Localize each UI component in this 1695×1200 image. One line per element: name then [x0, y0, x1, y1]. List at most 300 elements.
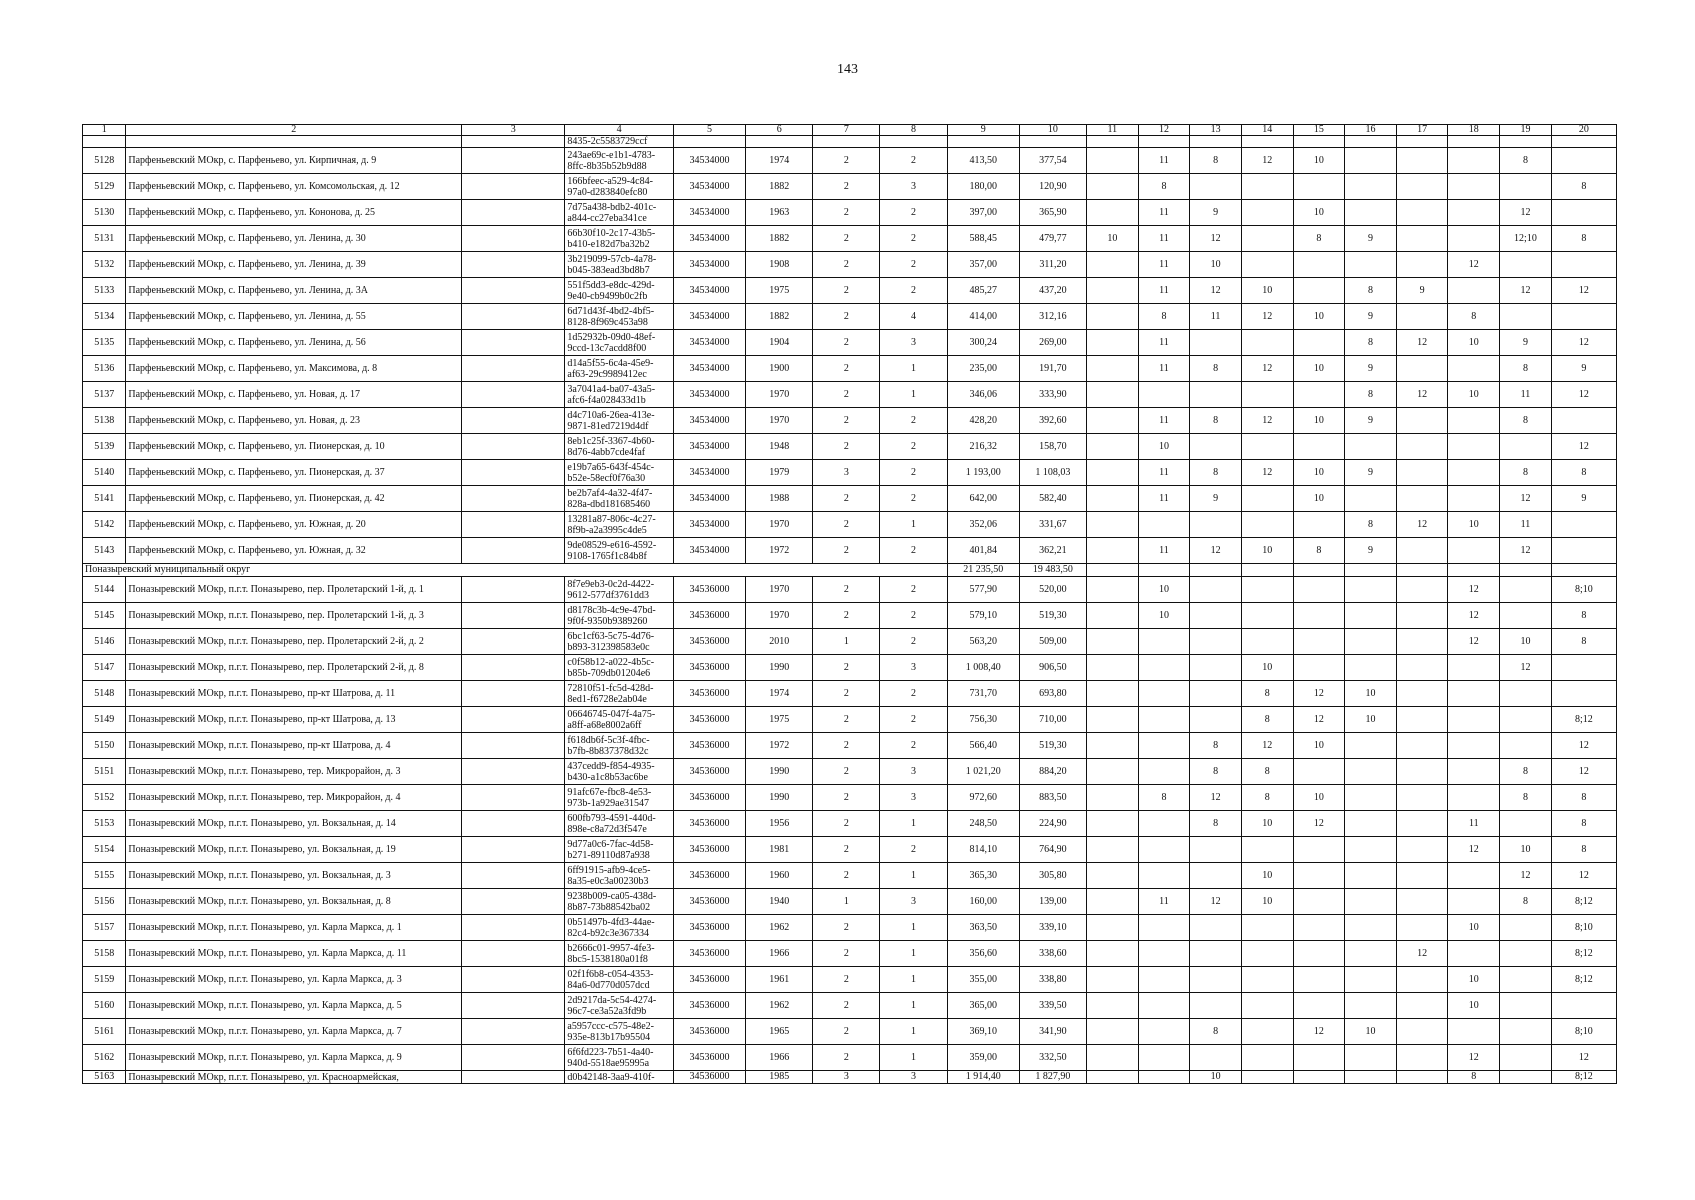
address: Поназыревский МОкр, п.г.т. Поназырево, ул. Вокзальная, д. 3	[126, 863, 462, 889]
table-cell	[1241, 564, 1293, 577]
row-number: 5144	[83, 577, 126, 603]
col-19	[1500, 174, 1552, 200]
table-cell	[1345, 564, 1397, 577]
page-number: 143	[837, 62, 858, 77]
column-header: 8	[880, 125, 947, 136]
oktmo-code: 34536000	[673, 993, 745, 1019]
col-14	[1241, 915, 1293, 941]
build-year: 1974	[746, 681, 813, 707]
oktmo-code: 34534000	[673, 408, 745, 434]
col-18	[1448, 1019, 1500, 1045]
col-16	[1345, 629, 1397, 655]
col-16	[1345, 1071, 1397, 1084]
table-row	[83, 278, 1617, 304]
col-3	[462, 148, 565, 174]
building-uuid: 8f7e9eb3-0c2d-4422-9612-577df3761dd3	[565, 577, 673, 603]
col-16	[1345, 174, 1397, 200]
col-14	[1241, 382, 1293, 408]
col-13	[1190, 382, 1242, 408]
entrances-count: 1	[880, 356, 947, 382]
col-11	[1087, 382, 1139, 408]
oktmo-code: 34534000	[673, 460, 745, 486]
oktmo-code: 34534000	[673, 356, 745, 382]
living-area: 1 108,03	[1019, 460, 1086, 486]
col-12	[1138, 759, 1190, 785]
total-area: 428,20	[947, 408, 1019, 434]
col-20: 12	[1551, 863, 1616, 889]
build-year: 1970	[746, 603, 813, 629]
table-row	[83, 733, 1617, 759]
col-12: 11	[1138, 538, 1190, 564]
col-19: 8	[1500, 785, 1552, 811]
col-16: 8	[1345, 278, 1397, 304]
build-year: 1961	[746, 967, 813, 993]
living-area: 311,20	[1019, 252, 1086, 278]
col-18	[1448, 681, 1500, 707]
col-18: 12	[1448, 629, 1500, 655]
col-17	[1396, 226, 1448, 252]
col-19: 10	[1500, 837, 1552, 863]
col-20	[1551, 148, 1616, 174]
floors-count: 2	[813, 811, 880, 837]
col-20: 9	[1551, 486, 1616, 512]
build-year: 1970	[746, 408, 813, 434]
col-17	[1396, 200, 1448, 226]
entrances-count: 2	[880, 837, 947, 863]
address: Парфеньевский МОкр, с. Парфеньево, ул. Ленина, д. 55	[126, 304, 462, 330]
row-number: 5159	[83, 967, 126, 993]
col-13	[1190, 967, 1242, 993]
col-17: 12	[1396, 512, 1448, 538]
oktmo-code: 34536000	[673, 863, 745, 889]
col-19: 12;10	[1500, 226, 1552, 252]
col-16: 8	[1345, 512, 1397, 538]
col-15	[1293, 330, 1345, 356]
row-number: 5128	[83, 148, 126, 174]
col-11	[1087, 759, 1139, 785]
building-uuid: 6bc1cf63-5c75-4d76-b893-312398583e0c	[565, 629, 673, 655]
col-3	[462, 252, 565, 278]
col-15: 12	[1293, 811, 1345, 837]
col-18: 10	[1448, 512, 1500, 538]
col-18: 11	[1448, 811, 1500, 837]
living-area: 339,10	[1019, 915, 1086, 941]
col-11	[1087, 330, 1139, 356]
entrances-count: 2	[880, 681, 947, 707]
col-11	[1087, 733, 1139, 759]
col-12: 11	[1138, 148, 1190, 174]
table-row	[83, 759, 1617, 785]
build-year: 1882	[746, 174, 813, 200]
row-number: 5154	[83, 837, 126, 863]
total-area: 369,10	[947, 1019, 1019, 1045]
address: Парфеньевский МОкр, с. Парфеньево, ул. Кононова, д. 25	[126, 200, 462, 226]
table-cell	[1551, 564, 1616, 577]
row-number: 5155	[83, 863, 126, 889]
col-19: 8	[1500, 460, 1552, 486]
build-year: 1990	[746, 785, 813, 811]
col-20: 8	[1551, 174, 1616, 200]
build-year: 1965	[746, 1019, 813, 1045]
col-18: 10	[1448, 915, 1500, 941]
column-header: 3	[462, 125, 565, 136]
col-13	[1190, 993, 1242, 1019]
col-18: 12	[1448, 252, 1500, 278]
total-area: 579,10	[947, 603, 1019, 629]
col-12: 11	[1138, 330, 1190, 356]
entrances-count: 2	[880, 148, 947, 174]
oktmo-code: 34536000	[673, 785, 745, 811]
col-13	[1190, 1045, 1242, 1071]
floors-count: 2	[813, 837, 880, 863]
building-uuid: 243ae69c-e1b1-4783-8ffc-8b35b52b9d88	[565, 148, 673, 174]
living-area: 338,80	[1019, 967, 1086, 993]
col-3	[462, 382, 565, 408]
floors-count: 2	[813, 278, 880, 304]
build-year: 1904	[746, 330, 813, 356]
col-20: 8;12	[1551, 889, 1616, 915]
entrances-count: 2	[880, 434, 947, 460]
col-18	[1448, 759, 1500, 785]
building-uuid: 9d77a0c6-7fac-4d58-b271-89110d87a938	[565, 837, 673, 863]
col-15: 8	[1293, 226, 1345, 252]
column-header: 15	[1293, 125, 1345, 136]
build-year: 1963	[746, 200, 813, 226]
entrances-count: 3	[880, 785, 947, 811]
col-12: 8	[1138, 174, 1190, 200]
table-cell	[1345, 136, 1397, 148]
table-row	[83, 577, 1617, 603]
col-14: 8	[1241, 681, 1293, 707]
col-3	[462, 759, 565, 785]
col-17	[1396, 538, 1448, 564]
entrances-count: 3	[880, 330, 947, 356]
total-area: 359,00	[947, 1045, 1019, 1071]
table-cell	[1190, 136, 1242, 148]
col-16	[1345, 252, 1397, 278]
col-3	[462, 1071, 565, 1084]
col-3	[462, 707, 565, 733]
total-area: 588,45	[947, 226, 1019, 252]
col-16: 8	[1345, 330, 1397, 356]
table-row	[83, 1071, 1617, 1084]
address: Поназыревский МОкр, п.г.т. Поназырево, пр-кт Шатрова, д. 4	[126, 733, 462, 759]
col-15	[1293, 1071, 1345, 1084]
living-area: 710,00	[1019, 707, 1086, 733]
col-16	[1345, 148, 1397, 174]
table-row	[83, 200, 1617, 226]
col-12	[1138, 811, 1190, 837]
row-number: 5143	[83, 538, 126, 564]
table-cell	[1500, 136, 1552, 148]
build-year: 1960	[746, 863, 813, 889]
living-area: 764,90	[1019, 837, 1086, 863]
entrances-count: 3	[880, 759, 947, 785]
table-row	[83, 330, 1617, 356]
building-uuid: d0b42148-3aa9-410f-	[565, 1071, 673, 1084]
living-area: 906,50	[1019, 655, 1086, 681]
table-cell	[1448, 564, 1500, 577]
row-number: 5133	[83, 278, 126, 304]
col-18	[1448, 356, 1500, 382]
building-uuid: 9238b009-ca05-438d-8b87-73b88542ba02	[565, 889, 673, 915]
table-row	[83, 382, 1617, 408]
col-16: 9	[1345, 356, 1397, 382]
table-cell	[1448, 136, 1500, 148]
col-13	[1190, 330, 1242, 356]
col-18: 8	[1448, 304, 1500, 330]
col-13: 10	[1190, 1071, 1242, 1084]
building-uuid: 6ff91915-afb9-4ce5-8a35-e0c3a00230b3	[565, 863, 673, 889]
table-cell	[1019, 136, 1086, 148]
total-area: 160,00	[947, 889, 1019, 915]
col-15	[1293, 941, 1345, 967]
oktmo-code: 34536000	[673, 577, 745, 603]
col-3	[462, 486, 565, 512]
col-16	[1345, 863, 1397, 889]
col-15: 10	[1293, 356, 1345, 382]
col-14: 10	[1241, 278, 1293, 304]
floors-count: 2	[813, 707, 880, 733]
col-12	[1138, 733, 1190, 759]
address: Парфеньевский МОкр, с. Парфеньево, ул. Ленина, д. 39	[126, 252, 462, 278]
building-uuid: 8435-2c5583729ccf	[565, 136, 673, 148]
col-17	[1396, 304, 1448, 330]
living-area: 139,00	[1019, 889, 1086, 915]
column-header: 10	[1019, 125, 1086, 136]
building-uuid: 551f5dd3-e8dc-429d-9e40-cb9499b0c2fb	[565, 278, 673, 304]
col-14: 12	[1241, 733, 1293, 759]
col-12	[1138, 382, 1190, 408]
column-header: 12	[1138, 125, 1190, 136]
col-15: 10	[1293, 304, 1345, 330]
col-15: 10	[1293, 408, 1345, 434]
living-area: 519,30	[1019, 603, 1086, 629]
entrances-count: 2	[880, 226, 947, 252]
row-number: 5134	[83, 304, 126, 330]
col-11	[1087, 655, 1139, 681]
building-uuid: 3a7041a4-ba07-43a5-afc6-f4a028433d1b	[565, 382, 673, 408]
col-20	[1551, 993, 1616, 1019]
col-16: 9	[1345, 538, 1397, 564]
col-13	[1190, 577, 1242, 603]
build-year: 1956	[746, 811, 813, 837]
living-area: 519,30	[1019, 733, 1086, 759]
entrances-count: 4	[880, 304, 947, 330]
col-19: 12	[1500, 538, 1552, 564]
col-12	[1138, 655, 1190, 681]
col-14	[1241, 967, 1293, 993]
row-number: 5141	[83, 486, 126, 512]
address: Поназыревский МОкр, п.г.т. Поназырево, ул. Карла Маркса, д. 3	[126, 967, 462, 993]
table-row	[83, 148, 1617, 174]
col-20: 8;12	[1551, 707, 1616, 733]
col-17: 12	[1396, 941, 1448, 967]
floors-count: 2	[813, 733, 880, 759]
entrances-count: 3	[880, 655, 947, 681]
address: Парфеньевский МОкр, с. Парфеньево, ул. Пионерская, д. 10	[126, 434, 462, 460]
col-13	[1190, 603, 1242, 629]
col-19: 12	[1500, 486, 1552, 512]
entrances-count: 2	[880, 408, 947, 434]
living-area: 191,70	[1019, 356, 1086, 382]
address: Поназыревский МОкр, п.г.т. Поназырево, пер. Пролетарский 2-й, д. 2	[126, 629, 462, 655]
col-20: 8	[1551, 785, 1616, 811]
col-18	[1448, 785, 1500, 811]
col-16	[1345, 603, 1397, 629]
col-16	[1345, 915, 1397, 941]
table-row	[83, 681, 1617, 707]
col-14: 12	[1241, 304, 1293, 330]
table-cell	[1241, 136, 1293, 148]
row-number: 5142	[83, 512, 126, 538]
col-18	[1448, 200, 1500, 226]
address: Парфеньевский МОкр, с. Парфеньево, ул. Максимова, д. 8	[126, 356, 462, 382]
entrances-count: 2	[880, 707, 947, 733]
col-15	[1293, 434, 1345, 460]
total-area: 1 008,40	[947, 655, 1019, 681]
col-3	[462, 811, 565, 837]
col-18	[1448, 733, 1500, 759]
build-year: 1940	[746, 889, 813, 915]
living-area: 693,80	[1019, 681, 1086, 707]
col-13: 8	[1190, 811, 1242, 837]
building-uuid: d4c710a6-26ea-413e-9871-81ed7219d4df	[565, 408, 673, 434]
column-header: 13	[1190, 125, 1242, 136]
col-13	[1190, 174, 1242, 200]
col-11	[1087, 915, 1139, 941]
col-13: 8	[1190, 148, 1242, 174]
col-18	[1448, 486, 1500, 512]
col-13: 12	[1190, 538, 1242, 564]
col-12: 11	[1138, 278, 1190, 304]
col-17	[1396, 460, 1448, 486]
col-20	[1551, 538, 1616, 564]
floors-count: 2	[813, 538, 880, 564]
oktmo-code: 34536000	[673, 629, 745, 655]
address: Поназыревский МОкр, п.г.т. Поназырево, пер. Пролетарский 1-й, д. 3	[126, 603, 462, 629]
floors-count: 1	[813, 889, 880, 915]
build-year: 1970	[746, 577, 813, 603]
col-20	[1551, 200, 1616, 226]
table-row	[83, 512, 1617, 538]
col-16: 10	[1345, 1019, 1397, 1045]
table-cell	[1190, 564, 1242, 577]
building-uuid: e19b7a65-643f-454c-b52e-58ecf0f76a30	[565, 460, 673, 486]
building-uuid: a5957ccc-c575-48e2-935e-813b17b95504	[565, 1019, 673, 1045]
col-17	[1396, 408, 1448, 434]
column-header: 11	[1087, 125, 1139, 136]
col-19: 12	[1500, 200, 1552, 226]
col-14: 8	[1241, 785, 1293, 811]
entrances-count: 2	[880, 252, 947, 278]
col-13	[1190, 941, 1242, 967]
total-area: 365,30	[947, 863, 1019, 889]
total-area: 357,00	[947, 252, 1019, 278]
total-area: 485,27	[947, 278, 1019, 304]
living-area: 338,60	[1019, 941, 1086, 967]
oktmo-code: 34536000	[673, 915, 745, 941]
total-area: 356,60	[947, 941, 1019, 967]
col-12: 10	[1138, 577, 1190, 603]
col-13	[1190, 837, 1242, 863]
total-area: 577,90	[947, 577, 1019, 603]
col-11	[1087, 577, 1139, 603]
col-18	[1448, 889, 1500, 915]
col-12: 11	[1138, 408, 1190, 434]
col-18	[1448, 707, 1500, 733]
floors-count: 2	[813, 382, 880, 408]
floors-count: 1	[813, 629, 880, 655]
floors-count: 3	[813, 1071, 880, 1084]
col-20: 8;12	[1551, 1071, 1616, 1084]
col-12	[1138, 915, 1190, 941]
oktmo-code: 34536000	[673, 759, 745, 785]
total-area: 566,40	[947, 733, 1019, 759]
building-uuid: 91afc67e-fbc8-4e53-973b-1a929ae31547	[565, 785, 673, 811]
col-14	[1241, 252, 1293, 278]
building-uuid: 3b219099-57cb-4a78-b045-383ead3bd8b7	[565, 252, 673, 278]
build-year: 1908	[746, 252, 813, 278]
oktmo-code: 34536000	[673, 941, 745, 967]
col-3	[462, 889, 565, 915]
col-15: 10	[1293, 486, 1345, 512]
total-area: 355,00	[947, 967, 1019, 993]
col-19	[1500, 1071, 1552, 1084]
col-18: 10	[1448, 382, 1500, 408]
column-header: 9	[947, 125, 1019, 136]
living-area: 339,50	[1019, 993, 1086, 1019]
oktmo-code: 34534000	[673, 512, 745, 538]
living-area: 305,80	[1019, 863, 1086, 889]
col-20: 12	[1551, 733, 1616, 759]
table-cell	[1396, 564, 1448, 577]
living-area: 520,00	[1019, 577, 1086, 603]
row-number: 5160	[83, 993, 126, 1019]
col-19	[1500, 603, 1552, 629]
col-13: 8	[1190, 733, 1242, 759]
col-15	[1293, 629, 1345, 655]
living-area: 365,90	[1019, 200, 1086, 226]
col-13	[1190, 863, 1242, 889]
column-header: 19	[1500, 125, 1552, 136]
total-area: 363,50	[947, 915, 1019, 941]
address: Поназыревский МОкр, п.г.т. Поназырево, пр-кт Шатрова, д. 13	[126, 707, 462, 733]
oktmo-code: 34534000	[673, 226, 745, 252]
building-uuid: 13281a87-806c-4c27-8f9b-a2a3995c4de5	[565, 512, 673, 538]
col-14: 10	[1241, 811, 1293, 837]
table-row	[83, 1045, 1617, 1071]
table-cell	[1500, 564, 1552, 577]
col-11	[1087, 538, 1139, 564]
col-19	[1500, 811, 1552, 837]
col-16	[1345, 993, 1397, 1019]
floors-count: 2	[813, 434, 880, 460]
col-19	[1500, 1045, 1552, 1071]
col-11	[1087, 408, 1139, 434]
address: Поназыревский МОкр, п.г.т. Поназырево, тер. Микрорайон, д. 4	[126, 785, 462, 811]
col-12	[1138, 707, 1190, 733]
col-17	[1396, 915, 1448, 941]
col-17	[1396, 811, 1448, 837]
col-12: 10	[1138, 603, 1190, 629]
floors-count: 2	[813, 915, 880, 941]
col-17	[1396, 1045, 1448, 1071]
col-3	[462, 174, 565, 200]
col-12: 8	[1138, 785, 1190, 811]
col-11	[1087, 1045, 1139, 1071]
build-year: 1882	[746, 304, 813, 330]
